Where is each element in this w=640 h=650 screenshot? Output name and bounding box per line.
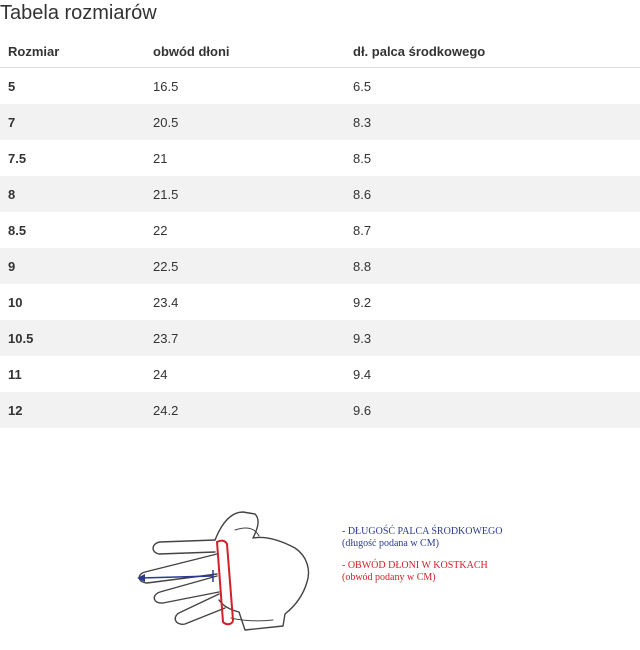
diagram-legend [342,526,502,584]
header-size: Rozmiar [0,36,145,68]
hand-outline-icon [139,512,308,630]
table-row [0,104,640,140]
cell-palm-circumference: 24 [153,366,168,382]
legend-finger-title: - DŁUGOŚĆ PALCA ŚRODKOWEGO [342,526,503,537]
legend-finger-length [342,526,502,550]
cell-size: 5 [8,78,16,94]
table-row [0,320,640,356]
cell-size: 9 [0,248,145,284]
legend-palm-note: (obwód podany w CM) [342,572,436,583]
legend-palm-circumference [342,560,502,584]
cell-palm-circumference: 16.5 [153,78,179,94]
table-row [0,176,640,212]
cell-middle-finger-length: 8.8 [345,248,640,284]
cell-middle-finger-length: 9.6 [345,392,640,428]
cell-size: 10 [8,294,23,310]
table-row [0,356,640,392]
cell-middle-finger-length: 8.5 [353,150,372,166]
legend-palm-title: - OBWÓD DŁONI W KOSTKACH [342,560,488,571]
cell-size: 8 [0,176,145,212]
page-title: Tabela rozmiarów [0,2,157,24]
cell-middle-finger-length: 8.6 [345,176,640,212]
cell-size: 7.5 [8,150,27,166]
cell-size: 11 [8,366,22,382]
cell-middle-finger-length: 8.7 [353,222,372,238]
cell-size: 10.5 [0,320,145,356]
cell-middle-finger-length: 9.4 [353,366,372,382]
table-row [0,212,640,248]
table-row [0,140,640,176]
cell-middle-finger-length: 9.3 [345,320,640,356]
table-row [0,392,640,428]
cell-size: 7 [0,104,145,140]
cell-palm-circumference: 20.5 [145,104,345,140]
header-middle-finger-length: dł. palca środkowego [345,36,640,68]
header-palm-circumference: obwód dłoni [145,36,345,68]
cell-size: 12 [0,392,145,428]
cell-palm-circumference: 24.2 [145,392,345,428]
cell-palm-circumference: 23.4 [153,294,179,310]
cell-palm-circumference: 22.5 [145,248,345,284]
cell-palm-circumference: 21 [153,150,168,166]
table-row [0,68,640,105]
legend-finger-note: (długość podana w CM) [342,538,439,549]
table-header-row [0,36,640,68]
cell-size: 8.5 [8,222,27,238]
cell-palm-circumference: 21.5 [145,176,345,212]
cell-palm-circumference: 22 [153,222,168,238]
cell-middle-finger-length: 8.3 [345,104,640,140]
cell-middle-finger-length: 6.5 [353,78,372,94]
cell-palm-circumference: 23.7 [145,320,345,356]
size-table [0,36,640,428]
table-row [0,284,640,320]
palm-circumference-line-icon [217,541,233,624]
cell-middle-finger-length: 9.2 [353,294,372,310]
table-row [0,248,640,284]
